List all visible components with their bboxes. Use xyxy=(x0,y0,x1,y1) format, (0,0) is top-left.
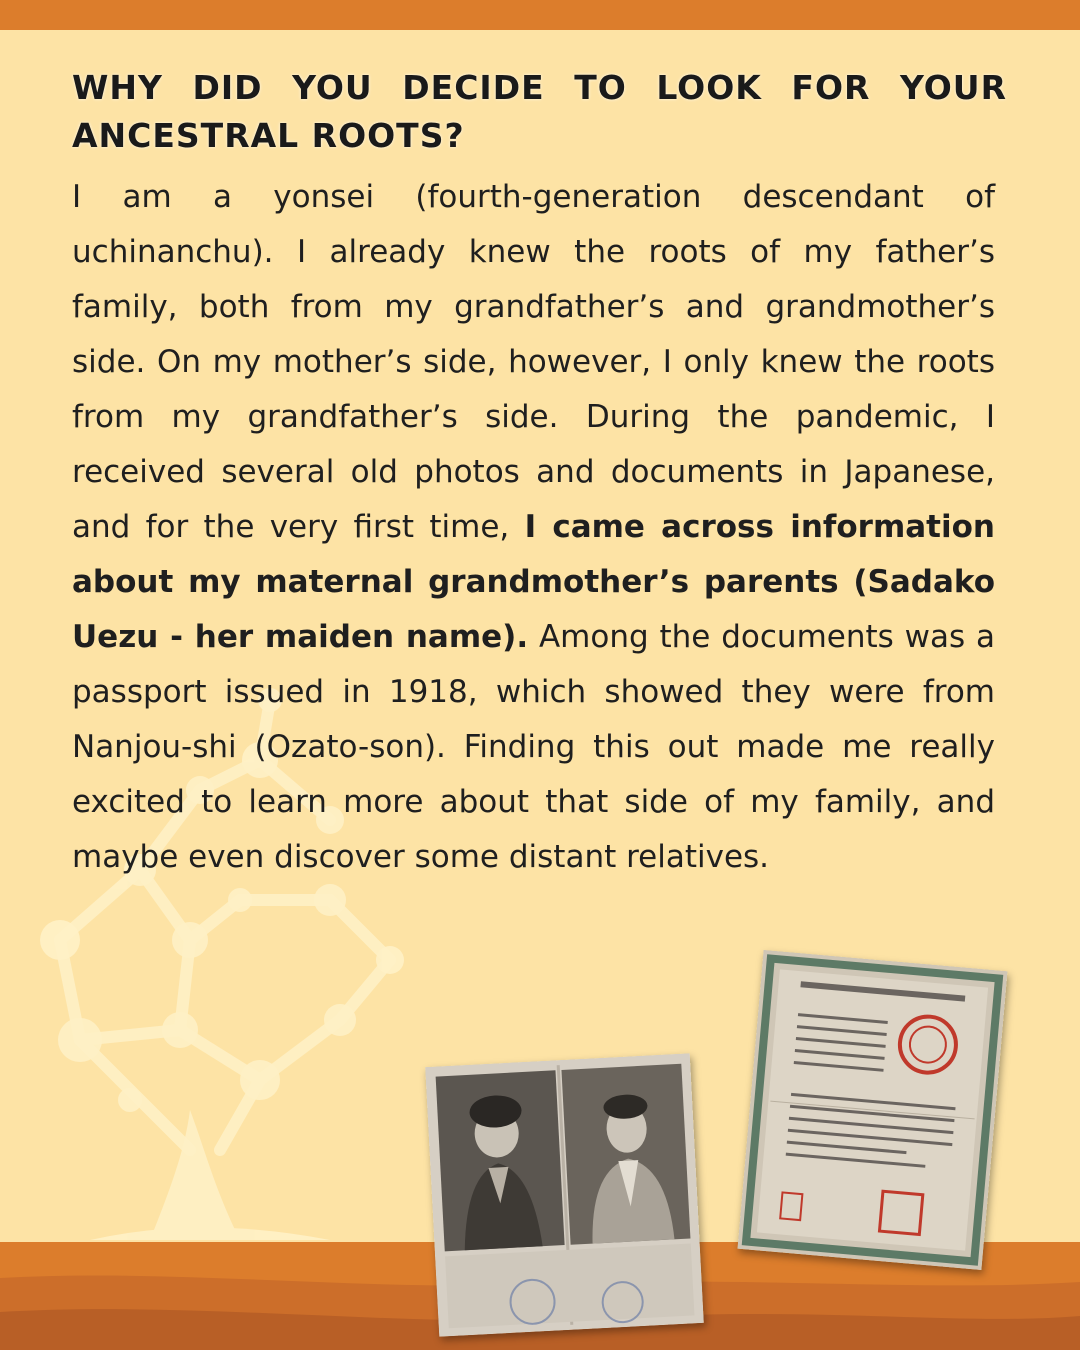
passport-1918-document xyxy=(737,950,1007,1270)
answer-highlight-text: I came across information about my maternal grandmother’s parents (Sadako Uezu - her maiden name). xyxy=(72,509,995,655)
answer-intro-text: I am a yonsei (fourth-generation descendant of uchinanchu). I already knew the roots of my father’s family, both from my grandfather’s and grandmother’s side. On my mother’s side, however, I only knew the roots from my grandfather’s side. During the pandemic, I received several old photos and documents in Japanese, and for the very first time, xyxy=(72,179,995,545)
answer-paragraph xyxy=(72,170,995,885)
answer-outro-text: Among the documents was a passport issued in 1918, which showed they were from Nanjou-shi (Ozato-son). Finding this out made me really excited to learn more about that side of my family, and maybe even discover some distant relatives. xyxy=(72,619,995,875)
question-heading: WHY DID YOU DECIDE TO LOOK FOR YOUR ANCESTRAL ROOTS? xyxy=(72,68,1007,155)
old-couple-portrait-photo xyxy=(425,1053,704,1336)
